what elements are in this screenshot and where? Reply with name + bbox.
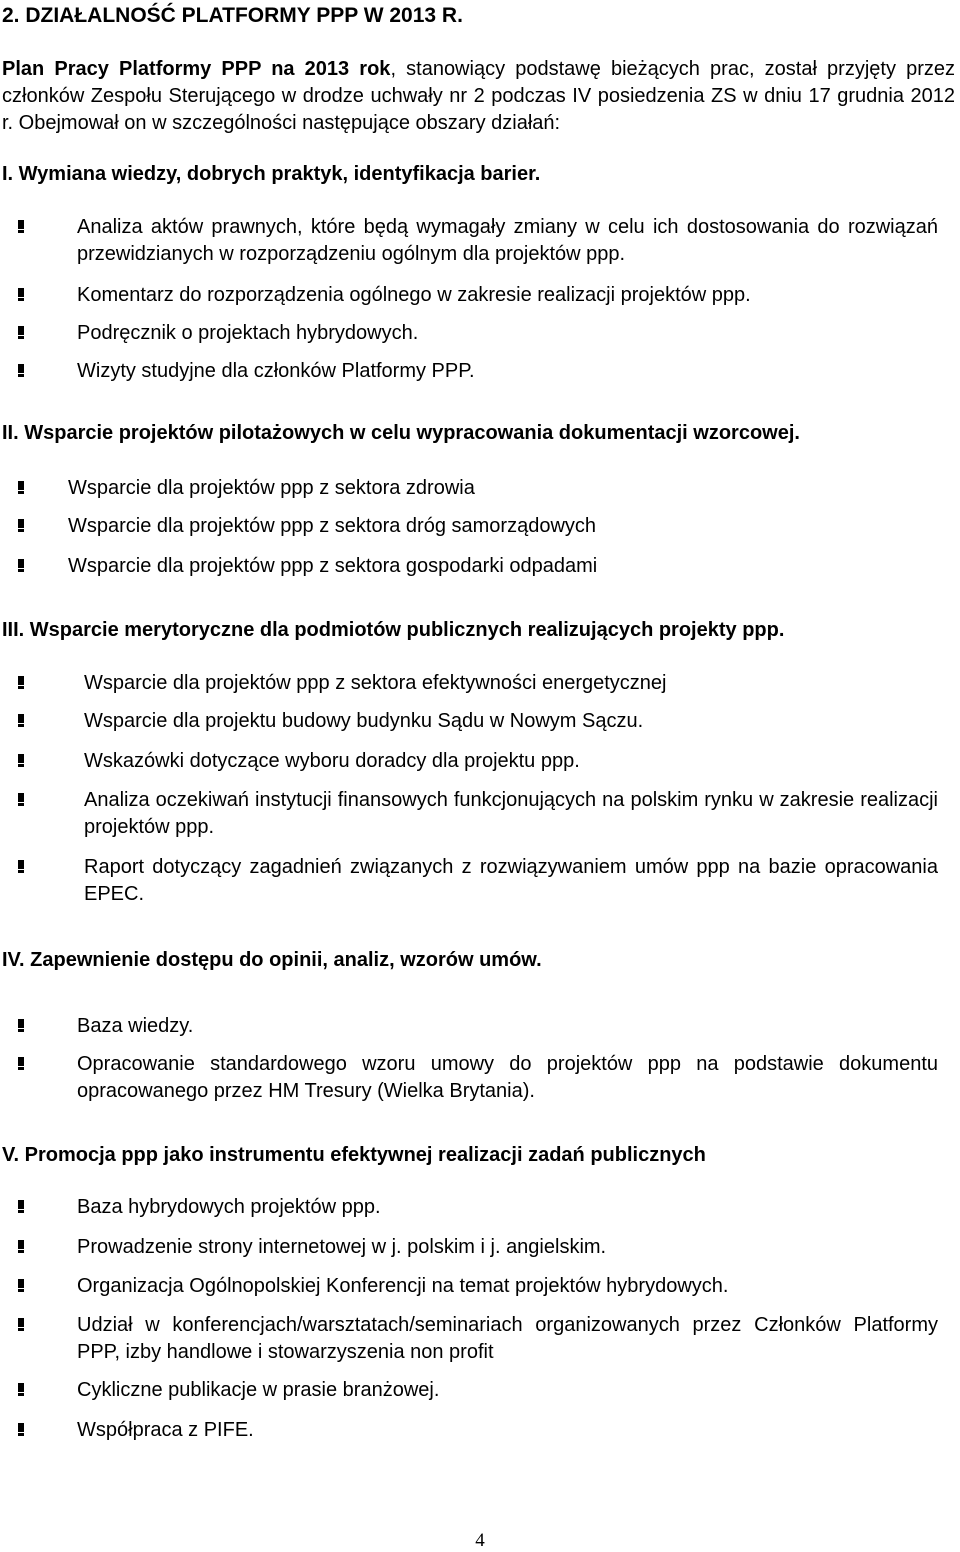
list-item: Wizyty studyjne dla członków Platformy PPP. <box>77 358 938 385</box>
bullet-icon <box>18 1200 24 1213</box>
section-title-5: V. Promocja ppp jako instrumentu efektywnej realizacji zadań publicznych <box>2 1144 706 1166</box>
bullet-icon <box>18 793 24 806</box>
page-number: 4 <box>475 1530 485 1551</box>
list-item: Analiza oczekiwań instytucji finansowych funkcjonujących na polskim rynku w zakresie realizacji projektów ppp. <box>84 787 938 841</box>
list-item: Prowadzenie strony internetowej w j. polskim i j. angielskim. <box>77 1234 938 1261</box>
section-title-3: III. Wsparcie merytoryczne dla podmiotów publicznych realizujących projekty ppp. <box>2 619 785 641</box>
list-item: Udział w konferencjach/warsztatach/seminariach organizowanych przez Członków Platformy PPP, izby handlowe i stowarzyszenia non profit <box>77 1312 938 1366</box>
list-item: Wsparcie dla projektu budowy budynku Sądu w Nowym Sączu. <box>84 708 938 735</box>
intro-text: , stanowiący podstawę bieżących prac, został przyjęty przez członków Zespołu Sterującego w drodze uchwały nr 2 podczas IV posiedzenia ZS w dniu 17 grudnia 2012 r. Obejmował on w szczególności następujące obszary działań: <box>2 58 955 134</box>
list-item: Raport dotyczący zagadnień związanych z rozwiązywaniem umów ppp na bazie opracowania EPEC. <box>84 854 938 908</box>
bullet-icon <box>18 1057 24 1070</box>
bullet-icon <box>18 714 24 727</box>
bullet-icon <box>18 1423 24 1436</box>
list-item: Wsparcie dla projektów ppp z sektora dróg samorządowych <box>68 513 938 540</box>
list-item: Organizacja Ogólnopolskiej Konferencji na temat projektów hybrydowych. <box>77 1273 938 1300</box>
list-item: Opracowanie standardowego wzoru umowy do projektów ppp na podstawie dokumentu opracowanego przez HM Tresury (Wielka Brytania). <box>77 1051 938 1105</box>
list-item: Analiza aktów prawnych, które będą wymagały zmiany w celu ich dostosowania do rozwiązań przewidzianych w rozporządzeniu ogólnym dla projektów ppp. <box>77 214 938 268</box>
intro-paragraph <box>2 56 955 137</box>
bullet-icon <box>18 364 24 377</box>
list-item: Wsparcie dla projektów ppp z sektora gospodarki odpadami <box>68 553 938 580</box>
list-item: Wsparcie dla projektów ppp z sektora zdrowia <box>68 475 938 502</box>
list-item: Komentarz do rozporządzenia ogólnego w zakresie realizacji projektów ppp. <box>77 282 938 309</box>
list-item: Wsparcie dla projektów ppp z sektora efektywności energetycznej <box>84 670 938 697</box>
bullet-icon <box>18 754 24 767</box>
intro-bold-lead: Plan Pracy Platformy PPP na 2013 rok <box>2 58 391 80</box>
section-title-2: II. Wsparcie projektów pilotażowych w celu wypracowania dokumentacji wzorcowej. <box>2 422 800 444</box>
list-item: Współpraca z PIFE. <box>77 1417 938 1444</box>
section-title-4: IV. Zapewnienie dostępu do opinii, analiz, wzorów umów. <box>2 949 542 971</box>
bullet-icon <box>18 288 24 301</box>
bullet-icon <box>18 1279 24 1292</box>
bullet-icon <box>18 676 24 689</box>
bullet-icon <box>18 860 24 873</box>
bullet-icon <box>18 1383 24 1396</box>
list-item: Podręcznik o projektach hybrydowych. <box>77 320 938 347</box>
bullet-icon <box>18 1318 24 1331</box>
bullet-icon <box>18 1019 24 1032</box>
bullet-icon <box>18 481 24 494</box>
list-item: Wskazówki dotyczące wyboru doradcy dla projektu ppp. <box>84 748 938 775</box>
bullet-icon <box>18 519 24 532</box>
page-heading: 2. DZIAŁALNOŚĆ PLATFORMY PPP W 2013 R. <box>2 4 463 27</box>
section-title-1: I. Wymiana wiedzy, dobrych praktyk, identyfikacja barier. <box>2 163 541 185</box>
list-item: Cykliczne publikacje w prasie branżowej. <box>77 1377 938 1404</box>
bullet-icon <box>18 326 24 339</box>
bullet-icon <box>18 220 24 233</box>
bullet-icon <box>18 559 24 572</box>
list-item: Baza wiedzy. <box>77 1013 938 1040</box>
bullet-icon <box>18 1240 24 1253</box>
list-item: Baza hybrydowych projektów ppp. <box>77 1194 938 1221</box>
